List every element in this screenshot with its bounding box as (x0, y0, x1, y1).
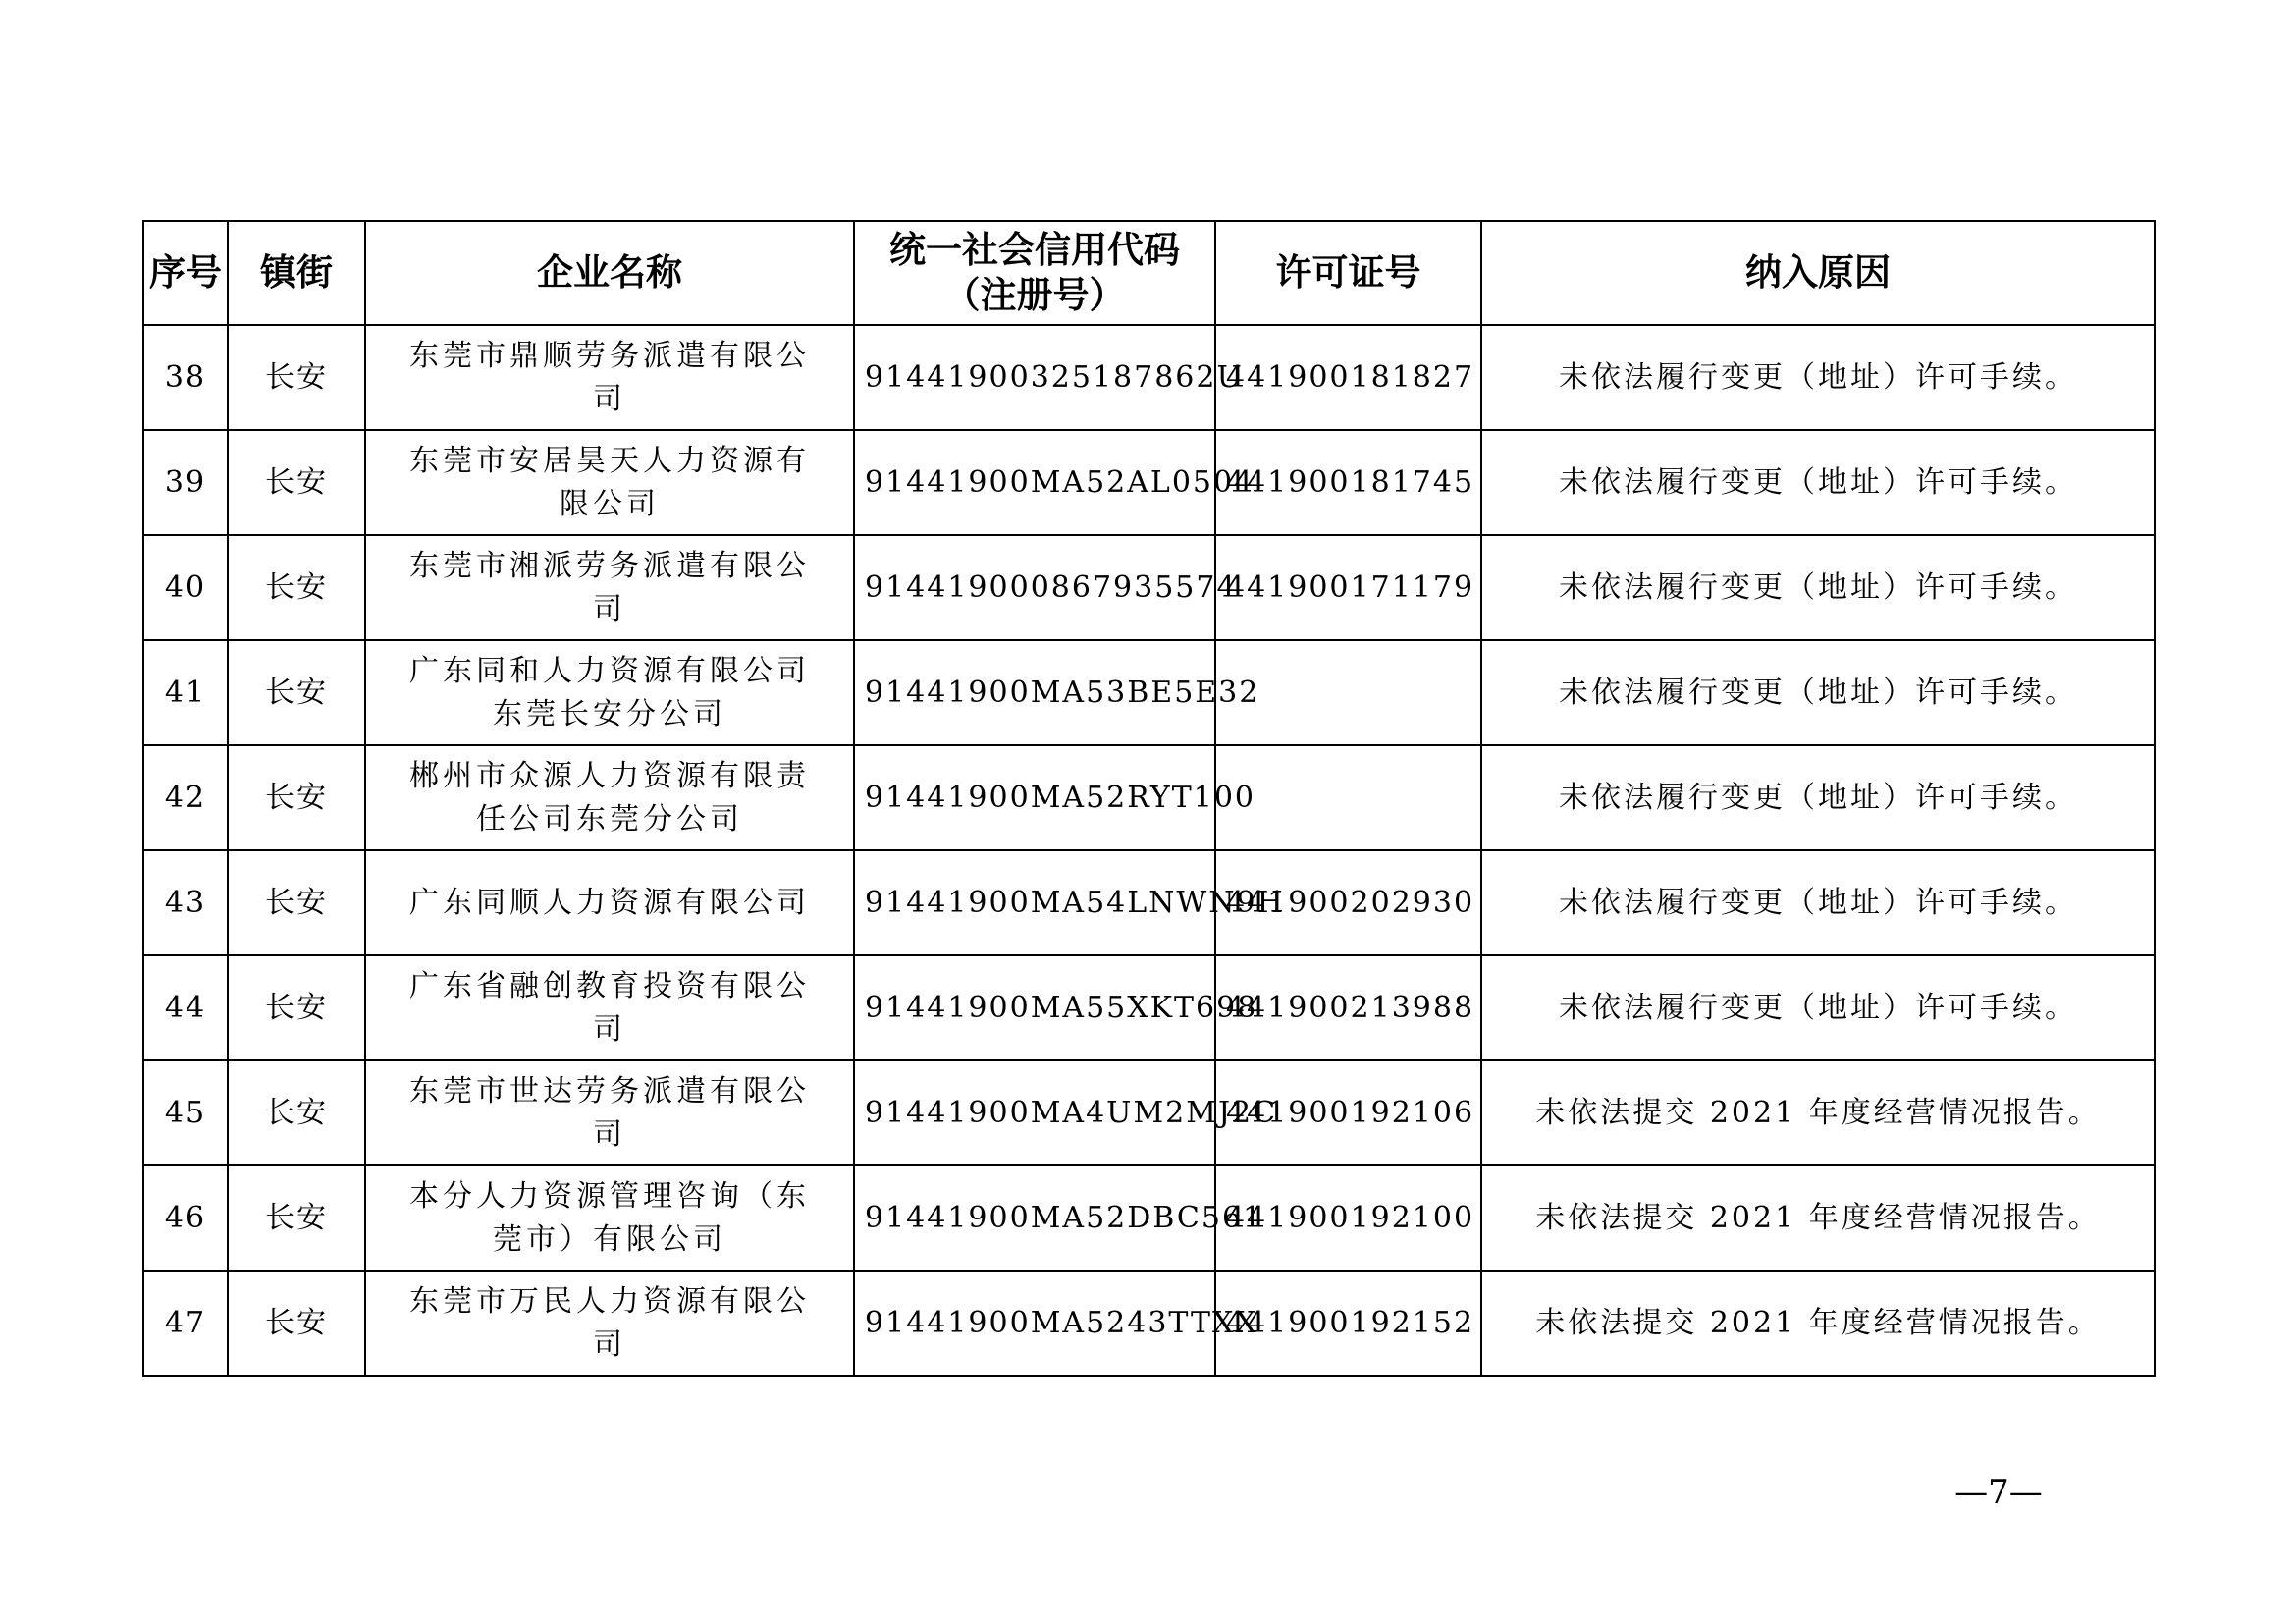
cell-code: 91441900MA52RYT100 (854, 745, 1215, 850)
header-code (854, 221, 1215, 325)
header-name: 企业名称 (365, 221, 854, 325)
cell-code: 91441900325187862U (854, 325, 1215, 430)
cell-reason: 未依法履行变更（地址）许可手续。 (1481, 850, 2155, 955)
cell-name: 东莞市世达劳务派遣有限公司 (365, 1060, 854, 1165)
cell-reason: 未依法履行变更（地址）许可手续。 (1481, 430, 2155, 535)
cell-town: 长安 (228, 1060, 365, 1165)
cell-seq: 46 (143, 1165, 228, 1271)
cell-license: 441900171179 (1215, 535, 1481, 640)
header-license: 许可证号 (1215, 221, 1481, 325)
cell-name: 东莞市湘派劳务派遣有限公司 (365, 535, 854, 640)
cell-seq: 45 (143, 1060, 228, 1165)
cell-seq: 39 (143, 430, 228, 535)
table-row (143, 430, 2155, 535)
cell-town: 长安 (228, 850, 365, 955)
cell-license: 441900181745 (1215, 430, 1481, 535)
cell-town: 长安 (228, 325, 365, 430)
cell-seq: 47 (143, 1271, 228, 1376)
header-code-line1: 统一社会信用代码 (889, 229, 1180, 271)
table-row (143, 1271, 2155, 1376)
cell-code: 914419000867935574 (854, 535, 1215, 640)
header-town: 镇街 (228, 221, 365, 325)
cell-reason: 未依法履行变更（地址）许可手续。 (1481, 745, 2155, 850)
cell-name: 广东省融创教育投资有限公司 (365, 955, 854, 1060)
cell-seq: 42 (143, 745, 228, 850)
cell-license: 441900192106 (1215, 1060, 1481, 1165)
cell-seq: 44 (143, 955, 228, 1060)
cell-reason: 未依法提交 2021 年度经营情况报告。 (1481, 1060, 2155, 1165)
cell-code: 91441900MA4UM2MJ2C (854, 1060, 1215, 1165)
cell-town: 长安 (228, 1271, 365, 1376)
cell-name: 广东同和人力资源有限公司东莞长安分公司 (365, 640, 854, 745)
table-row (143, 1060, 2155, 1165)
table-row (143, 850, 2155, 955)
cell-town: 长安 (228, 535, 365, 640)
cell-reason: 未依法提交 2021 年度经营情况报告。 (1481, 1165, 2155, 1271)
cell-license: 441900213988 (1215, 955, 1481, 1060)
cell-town: 长安 (228, 430, 365, 535)
header-reason: 纳入原因 (1481, 221, 2155, 325)
page-number: —7— (1954, 1473, 2043, 1512)
cell-name: 郴州市众源人力资源有限责任公司东莞分公司 (365, 745, 854, 850)
enterprise-table (142, 220, 2156, 1377)
header-seq: 序号 (143, 221, 228, 325)
table-row (143, 535, 2155, 640)
table-row (143, 1165, 2155, 1271)
cell-license: 441900192152 (1215, 1271, 1481, 1376)
cell-name: 本分人力资源管理咨询（东莞市）有限公司 (365, 1165, 854, 1271)
cell-reason: 未依法履行变更（地址）许可手续。 (1481, 535, 2155, 640)
cell-seq: 41 (143, 640, 228, 745)
cell-license: 441900192100 (1215, 1165, 1481, 1271)
cell-code: 91441900MA55XKT698 (854, 955, 1215, 1060)
cell-name: 广东同顺人力资源有限公司 (365, 850, 854, 955)
cell-seq: 38 (143, 325, 228, 430)
cell-name: 东莞市鼎顺劳务派遣有限公司 (365, 325, 854, 430)
cell-name: 东莞市安居昊天人力资源有限公司 (365, 430, 854, 535)
table-row (143, 325, 2155, 430)
header-code-line2: （注册号） (943, 274, 1126, 316)
cell-code: 91441900MA52AL0504 (854, 430, 1215, 535)
cell-name: 东莞市万民人力资源有限公司 (365, 1271, 854, 1376)
cell-town: 长安 (228, 955, 365, 1060)
table-row (143, 955, 2155, 1060)
cell-code: 91441900MA52DBC561 (854, 1165, 1215, 1271)
cell-town: 长安 (228, 640, 365, 745)
cell-code: 91441900MA54LNWN9H (854, 850, 1215, 955)
table-row (143, 745, 2155, 850)
header-row (143, 221, 2155, 325)
cell-code: 91441900MA5243TTXX (854, 1271, 1215, 1376)
cell-license: 441900181827 (1215, 325, 1481, 430)
cell-code: 91441900MA53BE5E32 (854, 640, 1215, 745)
table-row (143, 640, 2155, 745)
cell-reason: 未依法履行变更（地址）许可手续。 (1481, 325, 2155, 430)
cell-town: 长安 (228, 745, 365, 850)
cell-town: 长安 (228, 1165, 365, 1271)
cell-license: 441900202930 (1215, 850, 1481, 955)
cell-reason: 未依法提交 2021 年度经营情况报告。 (1481, 1271, 2155, 1376)
cell-seq: 40 (143, 535, 228, 640)
cell-reason: 未依法履行变更（地址）许可手续。 (1481, 640, 2155, 745)
cell-reason: 未依法履行变更（地址）许可手续。 (1481, 955, 2155, 1060)
cell-seq: 43 (143, 850, 228, 955)
